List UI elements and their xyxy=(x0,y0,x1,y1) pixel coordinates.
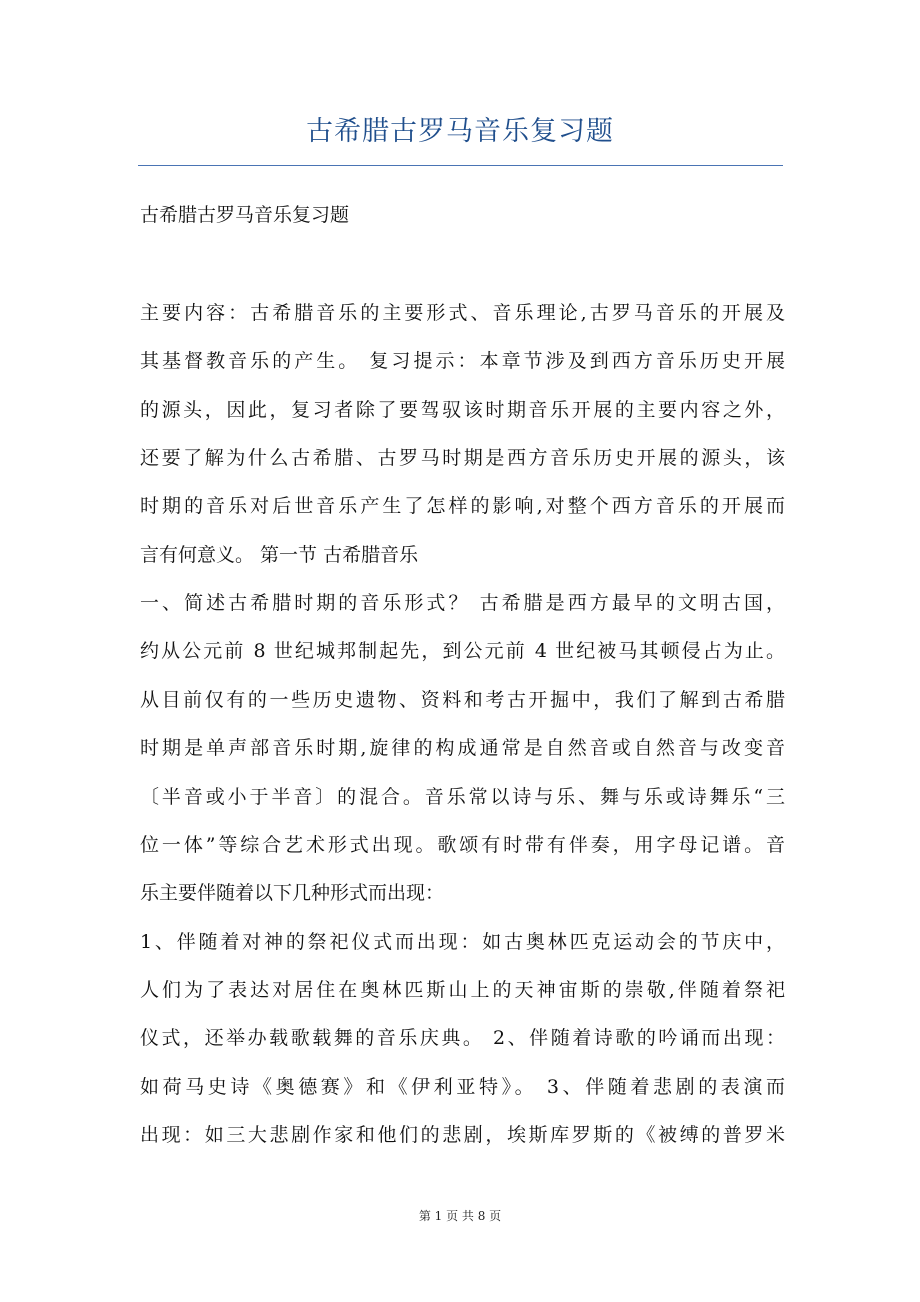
body-line: 言有何意义。 第一节 古希腊音乐 xyxy=(140,544,419,566)
body-line: 位一体”等综合艺术形式出现。歌颂有时带有伴奏，用字母记谱。音 xyxy=(140,834,785,856)
body-line: 仪式，还举办载歌载舞的音乐庆典。 2、伴随着诗歌的吟诵而出现： xyxy=(140,1027,785,1049)
body-line: 时期的音乐对后世音乐产生了怎样的影响,对整个西方音乐的开展而 xyxy=(140,495,785,517)
body-line: 从目前仅有的一些历史遗物、资料和考古开掘中，我们了解到古希腊 xyxy=(140,689,785,711)
body-line: 一、简述古希腊时期的音乐形式？ 古希腊是西方最早的文明古国， xyxy=(140,592,785,614)
body-line: 人们为了表达对居住在奥林匹斯山上的天神宙斯的崇敬,伴随着祭祀 xyxy=(140,979,785,1001)
document-title: 古希腊古罗马音乐复习题 xyxy=(306,116,614,147)
body-line: 其基督教音乐的产生。 复习提示：本章节涉及到西方音乐历史开展 xyxy=(140,350,785,372)
body-line: 的源头，因此，复习者除了要驾驭该时期音乐开展的主要内容之外， xyxy=(140,399,785,421)
body-line: 约从公元前 8 世纪城邦制起先，到公元前 4 世纪被马其顿侵占为止。 xyxy=(140,640,785,662)
title-underline xyxy=(138,165,783,166)
document-subtitle: 古希腊古罗马音乐复习题 xyxy=(140,204,350,226)
body-line: 出现：如三大悲剧作家和他们的悲剧，埃斯库罗斯的《被缚的普罗米 xyxy=(140,1124,785,1146)
body-line: 1、伴随着对神的祭祀仪式而出现：如古奥林匹克运动会的节庆中， xyxy=(140,931,785,953)
body-line: 主要内容：古希腊音乐的主要形式、音乐理论,古罗马音乐的开展及 xyxy=(140,302,785,324)
body-line: 时期是单声部音乐时期,旋律的构成通常是自然音或自然音与改变音 xyxy=(140,737,785,759)
page-footer: 第 1 页 共 8 页 xyxy=(418,1209,502,1223)
body-line: 〔半音或小于半音〕的混合。音乐常以诗与乐、舞与乐或诗舞乐“三 xyxy=(140,786,785,808)
body-line: 乐主要伴随着以下几种形式而出现： xyxy=(140,882,445,904)
body-line: 如荷马史诗《奥德赛》和《伊利亚特》。 3、伴随着悲剧的表演而 xyxy=(140,1076,785,1098)
body-line: 还要了解为什么古希腊、古罗马时期是西方音乐历史开展的源头，该 xyxy=(140,447,785,469)
